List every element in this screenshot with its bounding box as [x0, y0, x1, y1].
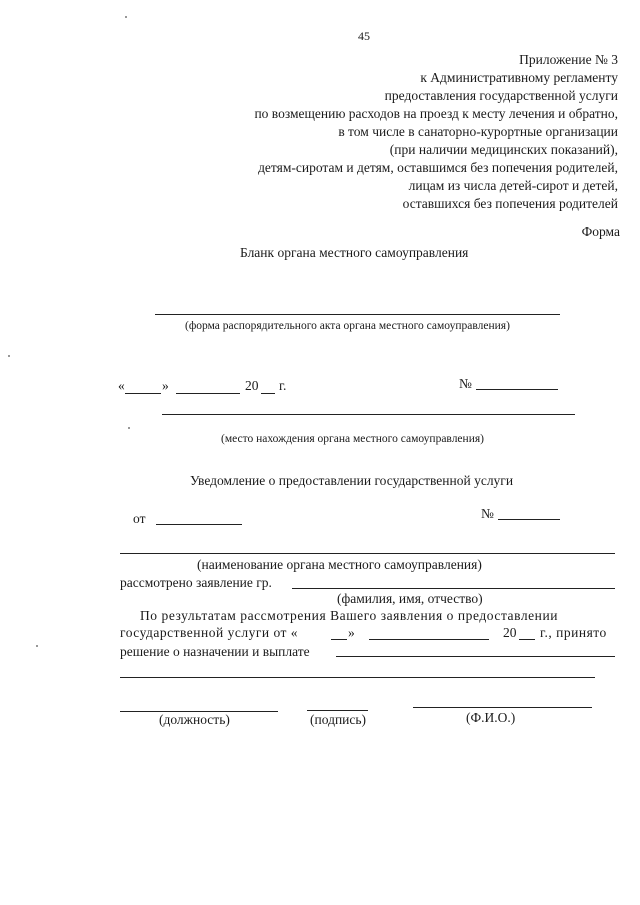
from-label: от — [133, 511, 146, 526]
header-line: Приложение № 3 — [519, 52, 618, 67]
decision-line — [336, 656, 615, 657]
number-sign: № — [459, 376, 472, 391]
authority-line — [120, 553, 615, 554]
date-month-line — [176, 393, 240, 394]
date-year-line — [261, 393, 275, 394]
authority-caption: (наименование органа местного самоуправления) — [197, 557, 482, 572]
body-line-2d: г., принято — [540, 625, 607, 640]
scan-speck — [36, 645, 38, 647]
body-line-1: По результатам рассмотрения Вашего заявления о предоставлении — [140, 608, 558, 623]
fio-line — [413, 707, 592, 708]
date-open-quote: « — [118, 378, 125, 393]
decision-line-2 — [120, 677, 595, 678]
header-line: детям-сиротам и детям, оставшимся без попечения родителей, — [258, 160, 618, 175]
body-line-2a: государственной услуги от « — [120, 625, 299, 640]
body-line-3: решение о назначении и выплате — [120, 644, 310, 659]
date-year-suffix: г. — [279, 378, 287, 393]
notice-number-line — [498, 519, 560, 520]
header-line: в том числе в санаторно-курортные организации — [338, 124, 618, 139]
act-form-line — [155, 314, 560, 315]
location-caption: (место нахождения органа местного самоуправления) — [221, 433, 484, 445]
page-number: 45 — [358, 29, 370, 43]
body-month-line — [369, 639, 489, 640]
location-line — [162, 414, 575, 415]
date-close-quote: » — [162, 378, 169, 393]
applicant-name-line — [292, 588, 615, 589]
date-day-line — [125, 393, 161, 394]
notice-number-sign: № — [481, 506, 494, 521]
fio-caption: (фамилия, имя, отчество) — [337, 591, 483, 606]
act-form-caption: (форма распорядительного акта органа местного самоуправления) — [185, 320, 510, 332]
body-day-line — [331, 639, 347, 640]
body-year-line — [519, 639, 535, 640]
body-line-2b: » — [348, 625, 355, 640]
notice-title: Уведомление о предоставлении государственной услуги — [190, 473, 514, 488]
header-line: (при наличии медицинских показаний), — [389, 142, 618, 157]
scan-speck — [8, 355, 10, 357]
date-year-prefix: 20 — [245, 378, 259, 393]
form-label: Форма — [581, 224, 620, 239]
blank-title: Бланк органа местного самоуправления — [240, 245, 469, 260]
header-line: по возмещению расходов на проезд к месту лечения и обратно, — [254, 106, 618, 121]
position-caption: (должность) — [159, 712, 230, 727]
number-line — [476, 389, 558, 390]
signature-caption: (подпись) — [310, 712, 367, 727]
header-line: предоставления государственной услуги — [384, 88, 618, 103]
scan-speck — [125, 16, 127, 18]
signature-line — [307, 710, 368, 711]
body-line-2c: 20 — [503, 625, 517, 640]
application-reviewed-label: рассмотрено заявление гр. — [120, 575, 272, 590]
fio-signature-caption: (Ф.И.О.) — [466, 710, 516, 725]
header-line: лицам из числа детей-сирот и детей, — [408, 178, 618, 193]
header-line: к Административному регламенту — [420, 70, 618, 85]
scan-speck — [128, 427, 130, 429]
from-date-line — [156, 524, 242, 525]
header-line: оставшихся без попечения родителей — [402, 196, 618, 211]
